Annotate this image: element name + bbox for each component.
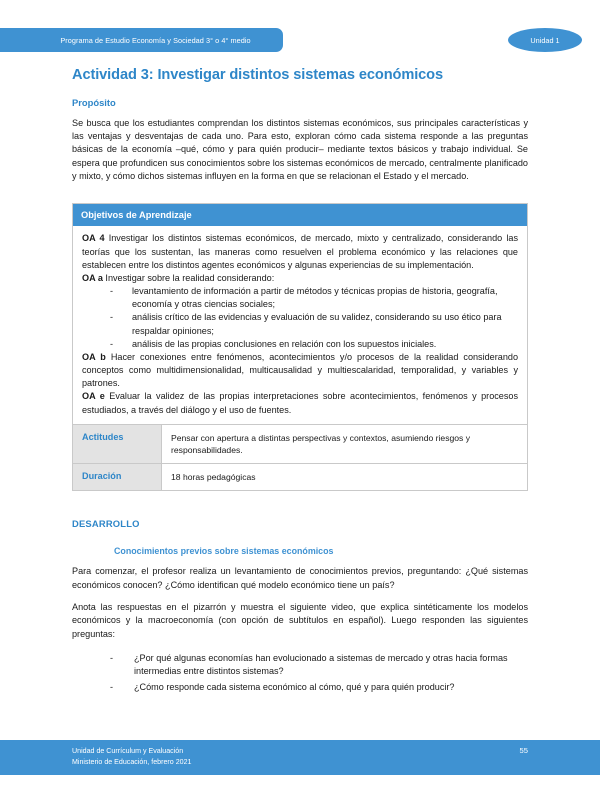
list-item: - ¿Cómo responde cada sistema económico al cómo, qué y para quién producir?	[110, 681, 528, 694]
prior-knowledge-subheading: Conocimientos previos sobre sistemas económicos	[114, 546, 334, 557]
attitudes-row	[73, 425, 527, 464]
oae-text: Evaluar la validez de las propias interpretaciones sobre acontecimientos, fenómenos y procesos estudiados, a través del diálogo y el uso de fuentes.	[82, 391, 519, 415]
attitudes-label: Actitudes	[73, 425, 161, 463]
footer-institution	[72, 746, 191, 767]
oae-line	[82, 390, 518, 416]
list-item: - levantamiento de información a partir de métodos y técnicas propias de historia, geografía, economía y otras ciencias sociales;	[110, 285, 518, 311]
oaa-text: Investigar sobre la realidad considerando:	[102, 272, 275, 283]
oae-code: OA e	[82, 391, 105, 402]
program-header-text: Programa de Estudio Economía y Sociedad 3° o 4° medio	[60, 35, 251, 45]
development-heading: DESARROLLO	[72, 518, 140, 530]
purpose-heading: Propósito	[72, 96, 116, 108]
oa4-code: OA 4	[82, 233, 105, 244]
oa4-line	[82, 232, 518, 272]
development-question-list	[72, 652, 528, 694]
oaa-item-list	[82, 285, 518, 351]
footer-line-1: Unidad de Currículum y Evaluación	[72, 747, 184, 755]
attitudes-value: Pensar con apertura a distintas perspectivas y contextos, asumiendo riesgos y responsabilidades.	[161, 425, 527, 463]
oaa-code: OA a	[82, 272, 103, 283]
development-paragraph-2: Anota las respuestas en el pizarrón y muestra el siguiente video, que explica sintéticamente los modelos económicos y la macroeconomía (con opción de subtítulos en español). Luego responden las siguientes preguntas:	[72, 602, 528, 639]
duration-row	[73, 464, 527, 490]
page-content	[72, 0, 528, 696]
oab-line	[82, 351, 518, 391]
oab-text: Hacer conexiones entre fenómenos, acontecimientos y/o procesos de la realidad considerando conceptos como multidimensionalidad, multicausalidad y multiescalaridad, temporalidad, y variables y patrones.	[82, 351, 518, 389]
purpose-paragraph: Se busca que los estudiantes comprendan los distintos sistemas económicos, sus principales características y las ventajas y desventajas de cada uno. Para esto, exploran cómo cada sistema responde a las preguntas básicas de la economía –qué, cómo y para quién producir– mediante textos básicos y trabajo individual. Se espera que profundicen sus conocimientos sobre los sistemas económicos de mercado, centralmente planificado y mixto, y cómo dichos sistemas influyen en la forma en que se relacionan el Estado y el mercado.	[72, 117, 528, 181]
learning-objectives-table	[72, 203, 528, 491]
page-number: 55	[519, 746, 528, 755]
oa4-text: Investigar los distintos sistemas económicos, de mercado, mixto y centralizado, considerando las teorías que los sustentan, las maneras como resuelven el problema económico y las relaciones que establecen entre los distintos agentes económicos y algunas experiencias de su implementación.	[82, 233, 518, 270]
duration-label: Duración	[73, 464, 161, 490]
oab-code: OA b	[82, 351, 106, 362]
list-item: - ¿Por qué algunas economías han evolucionado a sistemas de mercado y otras hacia formas intermedias entre distintos sistemas?	[110, 652, 528, 678]
page-footer	[0, 740, 600, 775]
list-item: - análisis de las propias conclusiones en relación con los supuestos iniciales.	[110, 338, 518, 351]
unit-badge-label: Unidad 1	[530, 35, 560, 45]
learning-objectives-body	[73, 226, 527, 424]
duration-value: 18 horas pedagógicas	[161, 464, 527, 490]
development-paragraph-1: Para comenzar, el profesor realiza un levantamiento de conocimientos previos, preguntando: ¿Qué sistemas económicos conocen? ¿Cómo identifican qué modelo económico tiene un país?	[72, 566, 528, 590]
footer-line-2: Ministerio de Educación, febrero 2021	[72, 757, 192, 766]
page-title: Actividad 3: Investigar distintos sistemas económicos	[72, 67, 444, 83]
oaa-line	[82, 272, 518, 285]
learning-objectives-header: Objetivos de Aprendizaje	[73, 204, 527, 226]
list-item: - análisis crítico de las evidencias y evaluación de su validez, considerando su uso ético para respaldar opiniones;	[110, 311, 518, 337]
footer-inner	[72, 746, 528, 767]
